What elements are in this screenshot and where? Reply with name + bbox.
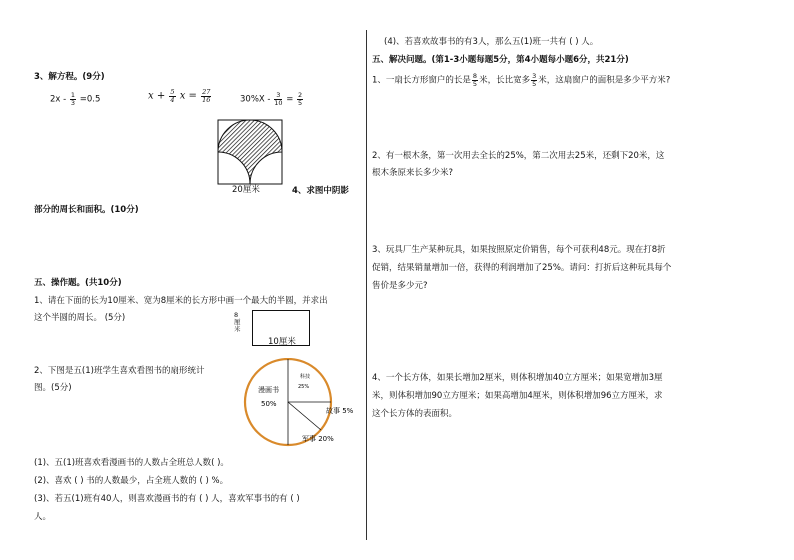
pie-question-2: (2)、喜欢 ( ) 书的人数最少，占全班人数的 ( ) %。 xyxy=(34,476,229,486)
column-divider xyxy=(366,30,367,540)
pie-question-1: (1)、五(1)班喜欢看漫画书的人数占全班总人数( )。 xyxy=(34,458,229,468)
pie-question-3-line-2: 人。 xyxy=(34,512,52,522)
equation-3-fraction-2 xyxy=(297,92,303,106)
fraction-numerator: 2 xyxy=(298,91,303,99)
fraction-denominator: 4 xyxy=(170,95,175,104)
equation-1 xyxy=(50,92,100,106)
equation-3-part: = xyxy=(286,94,294,105)
problem-4-line-1: 4、一个长方体，如果长增加2厘米，则体积增加40立方厘米；如果宽增加3厘 xyxy=(372,373,663,383)
pie-label-manhua-pct: 50% xyxy=(261,400,277,408)
fraction-numerator: 27 xyxy=(202,88,211,96)
fraction-numerator: 8 xyxy=(472,72,478,80)
operation-2-line-2: 图。(5分) xyxy=(34,383,72,393)
section4-heading-cont: 部分的周长和面积。(10分) xyxy=(34,205,139,215)
problem-section-heading: 五、解决问题。(第1-3小题每题5分，第4小题每小题6分，共21分) xyxy=(372,55,629,65)
problem-1 xyxy=(372,73,670,87)
problem-3-line-1: 3、玩具厂生产某种玩具，如果按照原定价销售，每个可获利48元。现在打8折 xyxy=(372,245,666,255)
problem-2-line-2: 根木条原来长多少米? xyxy=(372,168,454,178)
section4-heading: 4、求图中阴影 xyxy=(292,186,349,196)
pie-label-junshi: 军事 20% xyxy=(302,435,334,443)
equation-3-part: 30%X - xyxy=(240,94,271,105)
rectangle-width-label: 8厘米 xyxy=(234,311,241,333)
operation-heading: 五、操作题。(共10分) xyxy=(34,278,122,288)
fraction-numerator: 5 xyxy=(170,88,175,96)
pie-question-4: (4)、若喜欢故事书的有3人，那么五(1)班一共有 ( ) 人。 xyxy=(384,37,599,47)
operation-1-line-2: 这个半圆的周长。 (5分) xyxy=(34,313,126,323)
fraction-numerator: 1 xyxy=(70,91,76,99)
equation-2-part: x + xyxy=(148,90,166,102)
equation-2-fraction-1 xyxy=(169,89,175,103)
problem-4-line-2: 米，则体积增加90立方厘米；如果高增加4厘米，则体积增加96立方厘米，求 xyxy=(372,391,663,401)
equation-1-lhs: 2x - xyxy=(50,94,67,105)
equation-3 xyxy=(240,92,304,106)
fraction-denominator: 3 xyxy=(70,98,76,107)
pie-label-gushi: 故事 5% xyxy=(326,407,354,415)
problem-1-fraction-1 xyxy=(472,73,478,87)
equation-3-fraction-1 xyxy=(274,92,282,106)
problem-1-part: 1、一扇长方形窗户的长是 xyxy=(372,75,471,86)
equation-2-fraction-2 xyxy=(201,89,211,103)
equation-1-fraction xyxy=(70,92,76,106)
pie-chart xyxy=(242,358,366,448)
section3-heading: 3、解方程。(9分) xyxy=(34,72,105,82)
operation-1-line-1: 1、请在下面的长为10厘米、宽为8厘米的长方形中画一个最大的半圆，并求出 xyxy=(34,296,328,306)
equation-2-part: x = xyxy=(179,90,197,102)
fraction-denominator: 16 xyxy=(202,95,211,104)
pie-label-keji-pct: 25% xyxy=(298,384,310,390)
problem-1-part: 米，这扇窗户的面积是多少平方米? xyxy=(538,75,671,86)
problem-3-line-2: 促销，结果销量增加一倍，获得的利润增加了25%。请问：打折后这种玩具每个 xyxy=(372,263,672,273)
problem-3-line-3: 售价是多少元? xyxy=(372,281,428,291)
fraction-numerator: 3 xyxy=(274,92,282,100)
problem-2-line-1: 2、有一根木条，第一次用去全长的25%，第二次用去25米，还剩下20米，这 xyxy=(372,151,665,161)
fraction-numerator: 3 xyxy=(532,72,537,80)
problem-1-fraction-2 xyxy=(531,73,537,87)
problem-4-line-3: 这个长方体的表面积。 xyxy=(372,409,458,419)
pie-label-keji: 科技 xyxy=(300,374,311,380)
pie-question-3-line-1: (3)、若五(1)班有40人，则喜欢漫画书的有 ( ) 人，喜欢军事书的有 ( ) xyxy=(34,494,300,504)
shaded-region-figure xyxy=(217,119,283,185)
operation-2-line-1: 2、下图是五(1)班学生喜欢看图书的扇形统计 xyxy=(34,366,205,376)
square-side-label: 20厘米 xyxy=(232,185,260,195)
fraction-denominator: 5 xyxy=(472,79,478,88)
equation-1-rhs: =0.5 xyxy=(79,94,101,105)
pie-label-manhua: 漫画书 xyxy=(258,386,279,394)
fraction-denominator: 5 xyxy=(532,79,537,88)
fraction-denominator: 10 xyxy=(274,98,283,107)
problem-1-part: 米，长比宽多 xyxy=(479,75,531,86)
fraction-denominator: 5 xyxy=(298,98,303,107)
rectangle-length-label: 10厘米 xyxy=(268,337,296,347)
equation-2 xyxy=(148,89,212,103)
